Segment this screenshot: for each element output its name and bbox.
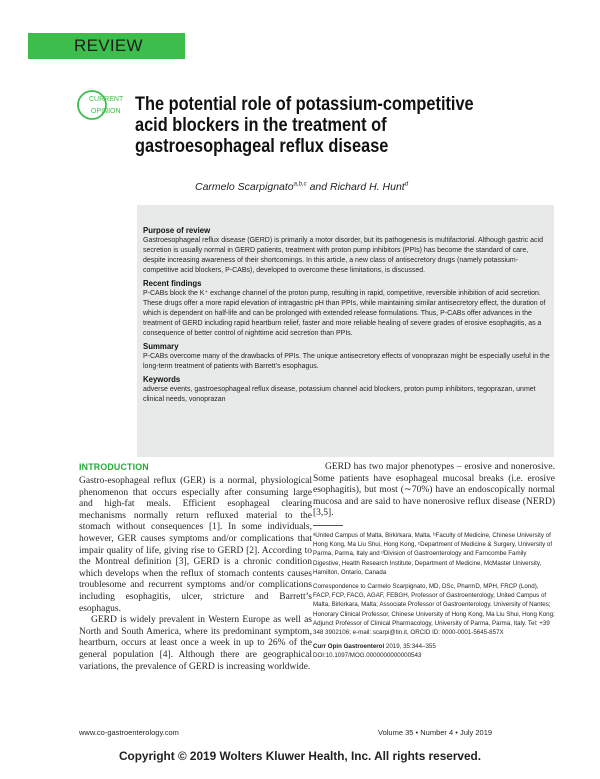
keywords-heading: Keywords bbox=[143, 375, 181, 384]
author-joiner: and bbox=[306, 181, 331, 193]
journal-name: Curr Opin Gastroenterol bbox=[313, 643, 385, 651]
affiliations-block bbox=[313, 531, 555, 661]
author-1-affiliation: a,b,c bbox=[293, 181, 307, 188]
logo-line1: CURRENT bbox=[89, 96, 124, 103]
footnote-divider bbox=[313, 525, 343, 526]
footer-url[interactable]: www.co-gastroenterology.com bbox=[79, 728, 179, 737]
article-title: The potential role of potassium-competitive acid blockers in the treatment of gastroesophageal reflux disease bbox=[135, 94, 474, 157]
logo-line2: OPINION bbox=[91, 108, 121, 115]
summary-text: P-CABs overcome many of the drawbacks of PPIs. The unique antisecretory effects of vonoprazan might be especially useful in the long-term treatment of patients with Barrett’s esophagus. bbox=[143, 353, 550, 370]
citation-line bbox=[313, 642, 555, 651]
purpose-heading: Purpose of review bbox=[143, 226, 211, 235]
intro-paragraph-2: GERD is widely prevalent in Western Europe as well as North and South America, where its predominant symptom, heartburn, occurs at least once a week in up to 26% of the general population [4]. Although there are geographical variations, the prevalence of GERD is increasing worldwide. bbox=[79, 615, 312, 672]
doi[interactable]: DOI:10.1097/MOG.0000000000000543 bbox=[313, 652, 422, 660]
correspondence-text: Correspondence to Carmelo Scarpignato, MD, DSc, PharmD, MPH, FRCP (Lond), FACP, FCP, FACG, AGAF, FEBGH, Professor of Gastroenterology, United Campus of Malta, Birkirkara, Malta; Associate Professor of Gastroenterology, University of Nantes; Honorary Clinical Professor, Chinese University of Hong Kong, Ma Liu Shui, Hong Kong; Adjunct Professor of Clinical Pharmacology, University of Parma, Parma, Italy. Tel: +39 348 3902106; e-mail: scarpi@tin.it, ORCID ID: 0000-0001-5645-857X bbox=[313, 583, 555, 637]
citation-details: 2019, 35:344–355 bbox=[384, 643, 436, 651]
findings-text: P-CABs block the K⁺ exchange channel of the proton pump, resulting in rapid, competitive, reversible inhibition of acid secretion. These drugs offer a more rapid elevation of intragastric pH than PPIs, while maintaining similar antisecretory effect, the duration of which is dependent on half-life and can be prolonged with extended release formulations. Thus, P-CABs offer advances in the treatment of GERD including rapid heartburn relief, faster and more reliable healing of severe grades of erosive esophagitis, as a consequence of better control of nighttime acid secretion than PPIs. bbox=[143, 290, 546, 337]
intro-paragraph-1: Gastro-esophageal reflux (GER) is a normal, physiological phenomenon that occurs especially after consuming large and high-fat meals. Efficient esophageal clearing mechanisms normally return refluxed material to the stomach without consequences [1]. In some individuals, however, GER causes symptoms and/or complications that impair quality of life, giving rise to GERD [2]. According to the Montreal definition [3], GERD is a chronic condition which develops when the reflux of stomach contents causes troublesome and recurrent symptoms and/or complications including esophagitis, ulcer, stricture and Barrett’s esophagus. bbox=[79, 476, 312, 614]
left-column bbox=[79, 476, 312, 673]
author-line bbox=[195, 181, 408, 193]
footer-volume: Volume 35 • Number 4 • July 2019 bbox=[378, 728, 493, 737]
right-column bbox=[313, 462, 555, 520]
purpose-text: Gastroesophageal reflux disease (GERD) is primarily a motor disorder, but its pathogenesis is multifactorial. Although gastric acid secretion is usually normal in GERD patients, treatment with proton pump inhibitors (PPIs) has become the standard of care, despite increasing awareness of their shortcomings. In this article, a new class of antisecretory drugs (namely potassium-competitive acid blockers, P-CABs), developed to overcome these limitations, is discussed. bbox=[143, 237, 543, 274]
author-2[interactable]: Richard H. Hunt bbox=[330, 181, 405, 193]
author-1[interactable]: Carmelo Scarpignato bbox=[195, 181, 294, 193]
copyright-notice: Copyright © 2019 Wolters Kluwer Health, Inc. All rights reserved. bbox=[118, 749, 482, 763]
affiliations-text: ᵃUnited Campus of Malta, Birkirkara, Malta, ᵇFaculty of Medicine, Chinese University of Hong Kong, Ma Liu Shui, Hong Kong, ᶜDepartment of Medicine & Surgery, University of Parma, Parma, Italy and ᵈDivision of Gastroenterology and Farncombe Family Digestive, Health Research Institute, Department of Medicine, McMaster University, Hamilton, Ontario, Canada bbox=[313, 532, 553, 576]
abstract-box bbox=[137, 205, 554, 457]
keywords-text: adverse events, gastroesophageal reflux disease, potassium channel acid blockers, proton pump inhibitors, tegoprazan, unmet clinical needs, vonoprazan bbox=[143, 386, 536, 403]
section-label: REVIEW bbox=[74, 36, 143, 55]
author-2-affiliation: d bbox=[404, 181, 409, 188]
summary-heading: Summary bbox=[143, 342, 179, 351]
intro-paragraph-3: GERD has two major phenotypes – erosive and nonerosive. Some patients have esophageal mucosal breaks (i.e. erosive esophagitis), but most (∼70%) have an endoscopically normal mucosa and are said to have nonerosive reflux disease (NERD) [3,5]. bbox=[313, 462, 555, 519]
findings-heading: Recent findings bbox=[143, 279, 202, 288]
current-opinion-logo bbox=[76, 88, 126, 122]
introduction-heading: INTRODUCTION bbox=[79, 462, 149, 472]
section-label-band bbox=[28, 33, 185, 59]
